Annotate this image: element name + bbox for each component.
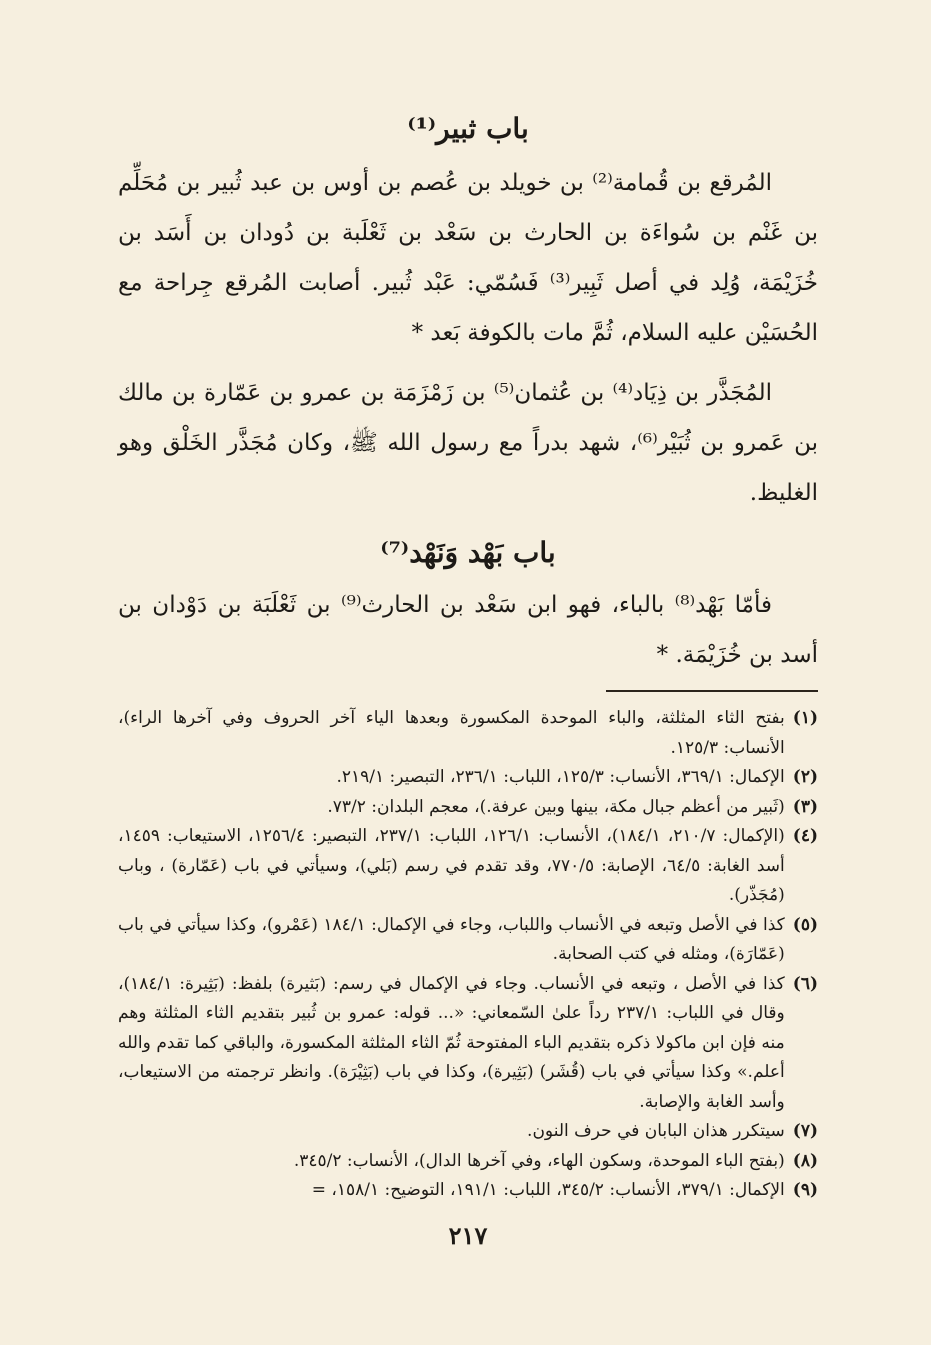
footnote-number: (٩) [792,1180,818,1200]
paragraph-muraqqa: المُرقع بن قُمامة⁽²⁾ بن خويلد بن عُصم بن أوس بن عبد ثُبير بن مُحَلِّم بن غَنْم بن سُواءَة بن الحارث بن سَعْد بن ثَعْلَبة بن دُودان بن أَسَد بن خُزَيْمَة، وُلِد في أصل ثَبِير⁽³⁾ فَسُمّي: عَبْد ثُبير. أصابت المُرقع جِراحة مع الحُسَيْن عليه السلام، ثُمَّ مات بالكوفة بَعد * [118,170,818,346]
footnote-number: (٤) [792,826,818,846]
footnote-2 [118,763,818,793]
footnote-number: (٥) [792,914,818,935]
footnote-text: بفتح الثاء المثلثة، والباء الموحدة المكسورة وبعدها الياء آخر الحروف وفي آخرها الراء)، الأنساب: ١٢٥/٣. [118,708,785,758]
footnote-8 [118,1147,818,1177]
chapter-heading-thubayr: باب ثبير⁽¹⁾ [407,112,529,145]
footnote-number: (٦) [792,973,818,994]
footnote-5 [118,911,818,970]
footnote-6 [118,970,818,1118]
paragraph-mujadhdhar: المُجَذَّر بن ذِيَاد⁽⁴⁾ بن عُثمان⁽⁵⁾ بن زَمْزَمَة بن عمرو بن عَمّارة بن مالك بن عَمرو بن ثُبَيْر⁽⁶⁾، شهد بدراً مع رسول الله ﷺ، وكان مُجَذَّر الخَلْق وهو الغليظ. [118,380,818,506]
footnote-text: سيتكرر هذان البابان في حرف النون. [527,1121,785,1141]
footnote-text: الإكمال: ٣٧٩/١، الأنساب: ٣٤٥/٢، اللباب: ١٩١/١، التوضيح: ١٥٨/١، = [311,1180,785,1200]
footnote-number: (١) [792,708,818,728]
footnote-7 [118,1117,818,1147]
book-page [118,108,818,1258]
footnote-text: (بفتح الباء الموحدة، وسكون الهاء، وفي آخرها الدال)، الأنساب: ٣٤٥/٢. [293,1150,785,1171]
footnote-text: كذا في الأصل ، وتبعه في الأنساب. وجاء في الإكمال في رسم: (بَثيرة) بلفظ: (بَثِيرة: ١٨٤/١)، وقال في اللباب: ٢٣٧/١ رداً علىٰ السّمعاني: «... قوله: عمرو بن ثُبير بتقديم الثاء المثلثة وهم منه فإن ابن ماكولا ذكره بتقديم الباء المفتوحة ثُمّ الثاء المثلثة المكسورة، والباقي كما تقدم والله أعلم.» وكذا سيأتي في باب (قُشَر) (بَثِيرة)، وكذا في باب (بَثِيْرَة). وانظر ترجمته من الاستيعاب، وأسد الغابة والإصابة. [118,973,785,1112]
footnote-divider [606,690,818,692]
footnote-text: (ثَبير من أعظم جبال مكة، بينها وبين عرفة.)، معجم البلدان: ٧٣/٢. [327,796,785,817]
footnotes [118,704,818,1206]
footnote-number: (٢) [792,767,818,787]
footnote-3 [118,793,818,823]
paragraph-bahd: فأمّا بَهْد⁽⁸⁾ بالباء، فهو ابن سَعْد بن الحارث⁽⁹⁾ بن ثَعْلَبَة بن دَوْدان بن أسد بن خُزَيْمَة. * [118,592,818,668]
footnote-text: (الإكمال: ٢١٠/٧، ١٨٤/١)، الأنساب: ١٢٦/١، اللباب: ٢٣٧/١، التبصير: ١٢٥٦/٤، الاستيعاب: ١٤٥٩، أسد الغابة: ٦٤/٥، الإصابة: ٧٧٠/٥، وقد تقدم في رسم (بَلي)، وسيأتي في باب (عَمّارة) ، وباب (مُجَذّر). [118,826,785,905]
footnote-text: كذا في الأصل وتبعه في الأنساب واللباب، وجاء في الإكمال: ١٨٤/١ (عَمْرو)، وكذا سيأتي في باب (عَمّارَة)، ومثله في كتب الصحابة. [118,914,785,964]
footnote-number: (٣) [792,796,818,817]
page-number: ٢١٧ [448,1221,488,1250]
chapter-heading-bahd-nahd: باب بَهْد وَنَهْد⁽⁷⁾ [380,536,556,569]
footnote-text: الإكمال: ٣٦٩/١، الأنساب: ١٢٥/٣، اللباب: ٢٣٦/١، التبصير: ٢١٩/١. [336,767,785,787]
footnote-4 [118,822,818,911]
footnote-number: (٨) [792,1150,818,1171]
footnote-1 [118,704,818,763]
footnote-number: (٧) [792,1121,818,1141]
footnote-9 [118,1176,818,1206]
